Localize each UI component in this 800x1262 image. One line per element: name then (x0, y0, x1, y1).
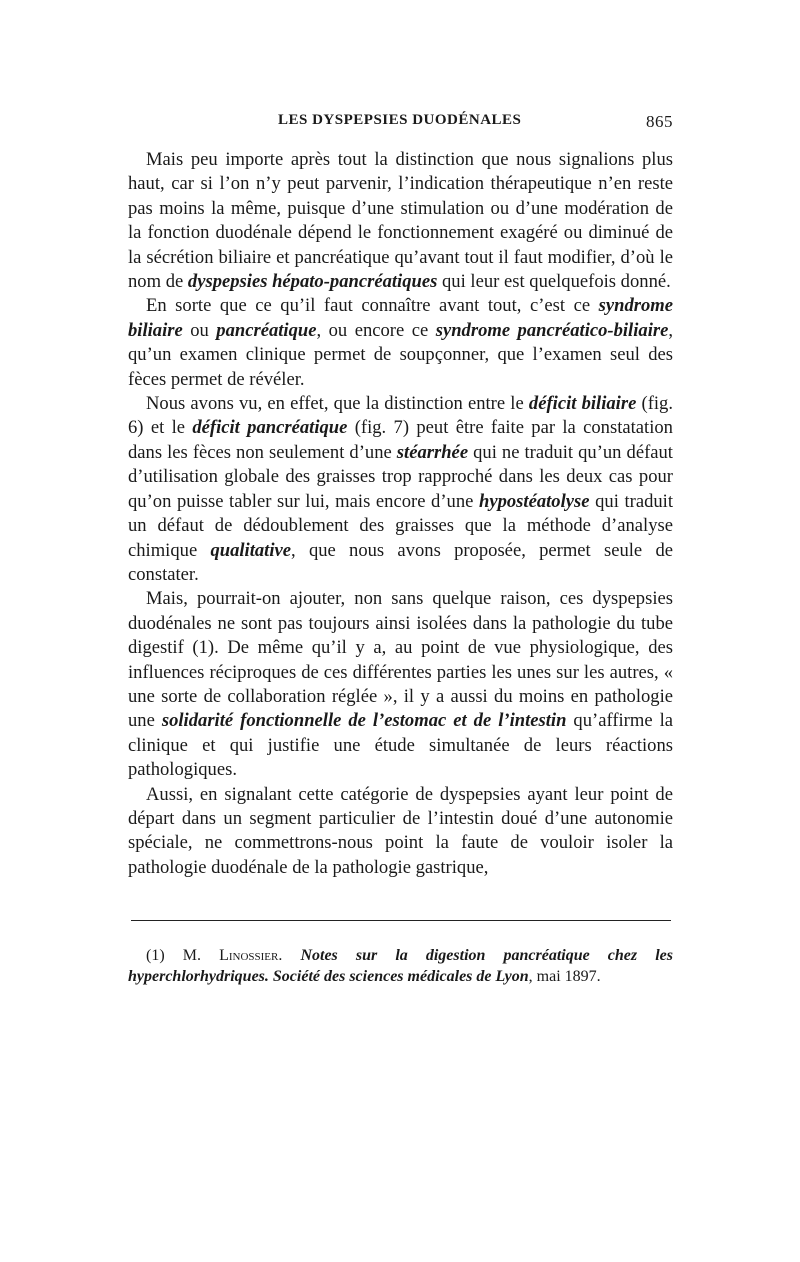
text-run: ou (182, 319, 217, 341)
text-run: Mais peu importe après tout la distinction que nous signalions plus haut, car si l’on n’y peut parvenir, l’indication thérapeutique n’en reste pas moins la même, puisque d’une stimulation ou d’une modération de la fonction duodénale dépend le fonctionnement exagéré ou diminué de la sécrétion biliaire et pancréatique qu’avant tout il faut modifier, d’où le nom de (128, 149, 673, 293)
emphasis-text: syndrome pancréatico-biliaire (435, 319, 669, 341)
text-run: , qu’un examen clinique permet de soupçonner, que l’examen seul des fèces permet de révéler. (128, 319, 674, 390)
text-run: , ou encore ce (316, 319, 436, 341)
paragraph (128, 587, 673, 782)
body-text (128, 148, 673, 880)
emphasis-text: pancréatique (216, 319, 317, 341)
text-run: , mai 1897. (528, 968, 601, 986)
footnote (128, 945, 673, 987)
book-page (128, 112, 673, 987)
text-run: Mais, pourrait-on ajouter, non sans quelque raison, ces dyspepsies duodénales ne sont pas toujours ainsi isolées dans la pathologie du tube digestif (1). De même qu’il y a, au point de vue physiologique, des influences réciproques de ces différentes parties les unes sur les autres, « une sorte de collaboration réglée », il y a aussi du moins en pathologie une (128, 588, 673, 732)
emphasis-text: stéarrhée (396, 441, 469, 463)
text-run: Aussi, en signalant cette catégorie de dyspepsies ayant leur point de départ dans un segment particulier de l’intestin doué d’une autonomie spéciale, ne commettrons-nous point la faute de vouloir isoler la pathologie duodénale de la pathologie gastrique, (128, 783, 673, 878)
text-run: qu’affirme la clinique et qui justifie une étude simultanée de leurs réactions pathologiques. (128, 710, 674, 781)
text-run: (fig. 7) peut être faite par la constatation dans les fèces non seulement d’une (128, 417, 673, 463)
text-run: qui ne traduit qu’un défaut d’utilisation globale des graisses trop rapproché dans les deux cas pour qu’on puisse tabler sur lui, mais encore d’une (128, 441, 673, 512)
paragraph (128, 148, 673, 294)
text-run: (1) M. (146, 947, 220, 965)
text-run: En sorte que ce qu’il faut connaître avant tout, c’est ce (146, 295, 599, 317)
running-head (128, 112, 673, 136)
text-run: (fig. 6) et le (128, 393, 673, 439)
emphasis-text: solidarité fonctionnelle de l’estomac et de l’intestin (161, 710, 567, 732)
paragraph (128, 294, 673, 392)
running-title: LES DYSPEPSIES DUODÉNALES (278, 112, 522, 128)
author-name: Linossier (219, 947, 279, 965)
emphasis-text: syndrome biliaire (128, 295, 673, 341)
text-run: , que nous avons proposée, permet seule de constater. (128, 539, 673, 585)
emphasis-text: déficit biliaire (528, 393, 637, 415)
page-number: 865 (646, 112, 673, 131)
emphasis-text: déficit pancréatique (192, 417, 348, 439)
emphasis-text: Notes sur la digestion pancréatique chez les hyperchlorhydriques. Société des sciences médicales de Lyon (128, 947, 674, 986)
text-run: qui traduit un défaut de dédoublement des graisses que la méthode d’analyse chimique (128, 490, 673, 561)
emphasis-text: hypostéatolyse (478, 490, 590, 512)
text-run: Nous avons vu, en effet, que la distinction entre le (146, 393, 529, 415)
emphasis-text: dyspepsies hépato-pancréatiques (187, 271, 438, 293)
emphasis-text: qualitative (210, 539, 292, 561)
footnote-divider (131, 920, 671, 921)
text-run: . (278, 947, 301, 965)
paragraph (128, 783, 673, 881)
text-run: qui leur est quelquefois donné. (437, 271, 671, 293)
paragraph (128, 392, 673, 587)
